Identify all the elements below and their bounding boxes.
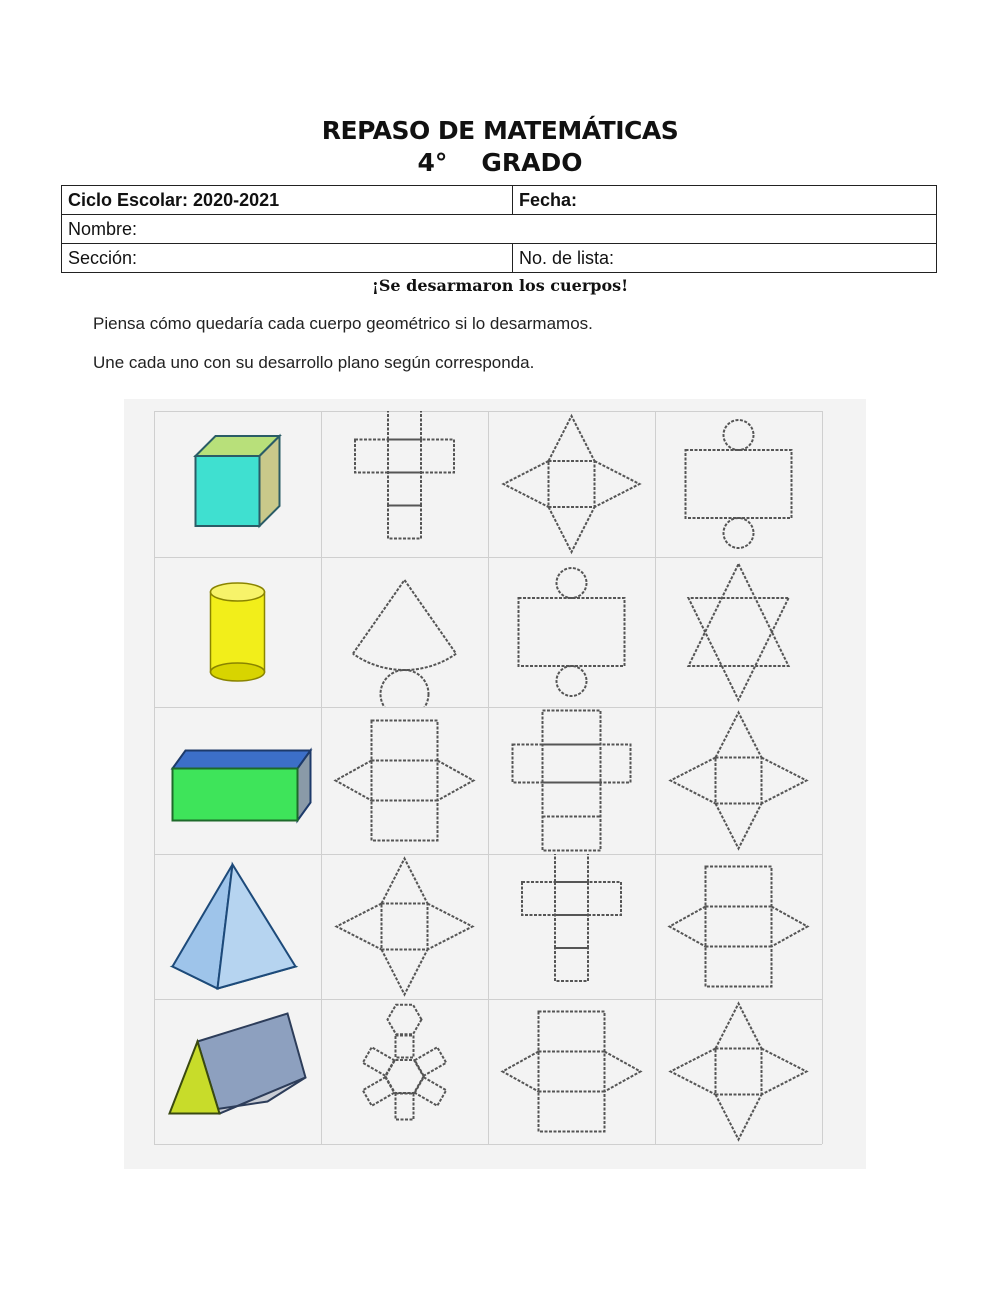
net-cube-cross-net[interactable] (321, 411, 488, 557)
net-square-pyramid-net[interactable] (488, 411, 655, 557)
cone-net-drawing (321, 557, 488, 707)
student-info-table (61, 185, 937, 273)
triangular-prism-net-drawing (655, 854, 822, 999)
net-cylinder-net[interactable] (488, 557, 655, 707)
cube-drawing (154, 411, 321, 557)
net-triangular-prism-net[interactable] (321, 707, 488, 854)
rectangular-prism-net-drawing (488, 707, 655, 854)
grade-number: 4° (417, 148, 448, 177)
activity-subtitle: ¡Se desarmaron los cuerpos! (371, 276, 629, 295)
matching-grid (124, 399, 866, 1169)
triangular-prism-net-drawing (321, 707, 488, 854)
net-cone-net[interactable] (321, 557, 488, 707)
net-triangular-prism-net[interactable] (488, 999, 655, 1144)
grid-line-vertical (822, 411, 823, 1144)
nombre-field[interactable]: Nombre: (62, 215, 937, 244)
net-hexagonal-prism-net[interactable] (321, 999, 488, 1144)
ciclo-escolar-cell: Ciclo Escolar: 2020-2021 (62, 186, 513, 215)
cube-cross-net-drawing (488, 854, 655, 999)
instruction-2: Une cada uno con su desarrollo plano según corresponda. (93, 353, 535, 372)
cylinder-net-drawing (488, 557, 655, 707)
solid-square-pyramid[interactable] (154, 854, 321, 999)
instruction-1: Piensa cómo quedaría cada cuerpo geométrico si lo desarmamos. (93, 314, 593, 333)
triangular-prism-drawing (154, 999, 321, 1144)
seccion-field[interactable]: Sección: (62, 244, 513, 273)
solid-triangular-prism[interactable] (154, 999, 321, 1144)
square-pyramid-net-drawing (655, 707, 822, 854)
square-pyramid-net-drawing (321, 854, 488, 999)
solid-cylinder[interactable] (154, 557, 321, 707)
net-square-pyramid-net[interactable] (655, 999, 822, 1144)
net-star-net[interactable] (655, 557, 822, 707)
net-square-pyramid-net[interactable] (655, 707, 822, 854)
star-net-drawing (655, 557, 822, 707)
square-pyramid-net-drawing (655, 999, 822, 1144)
grid-line-horizontal (154, 1144, 822, 1145)
net-rectangular-prism-net[interactable] (488, 707, 655, 854)
page-title: REPASO DE MATEMÁTICAS (321, 116, 679, 145)
cylinder-drawing (154, 557, 321, 707)
net-cylinder-net[interactable] (655, 411, 822, 557)
square-pyramid-drawing (154, 854, 321, 999)
solid-cube[interactable] (154, 411, 321, 557)
grade-word: GRADO (481, 148, 583, 177)
rectangular-prism-drawing (154, 707, 321, 854)
triangular-prism-net-drawing (488, 999, 655, 1144)
square-pyramid-net-drawing (488, 411, 655, 557)
grade-heading (0, 148, 1000, 177)
net-square-pyramid-net[interactable] (321, 854, 488, 999)
solid-rectangular-prism[interactable] (154, 707, 321, 854)
cube-cross-net-drawing (321, 411, 488, 557)
net-cube-cross-net[interactable] (488, 854, 655, 999)
fecha-field[interactable]: Fecha: (513, 186, 937, 215)
hexagonal-prism-net-drawing (321, 999, 488, 1144)
no-lista-field[interactable]: No. de lista: (513, 244, 937, 273)
cylinder-net-drawing (655, 411, 822, 557)
net-triangular-prism-net[interactable] (655, 854, 822, 999)
